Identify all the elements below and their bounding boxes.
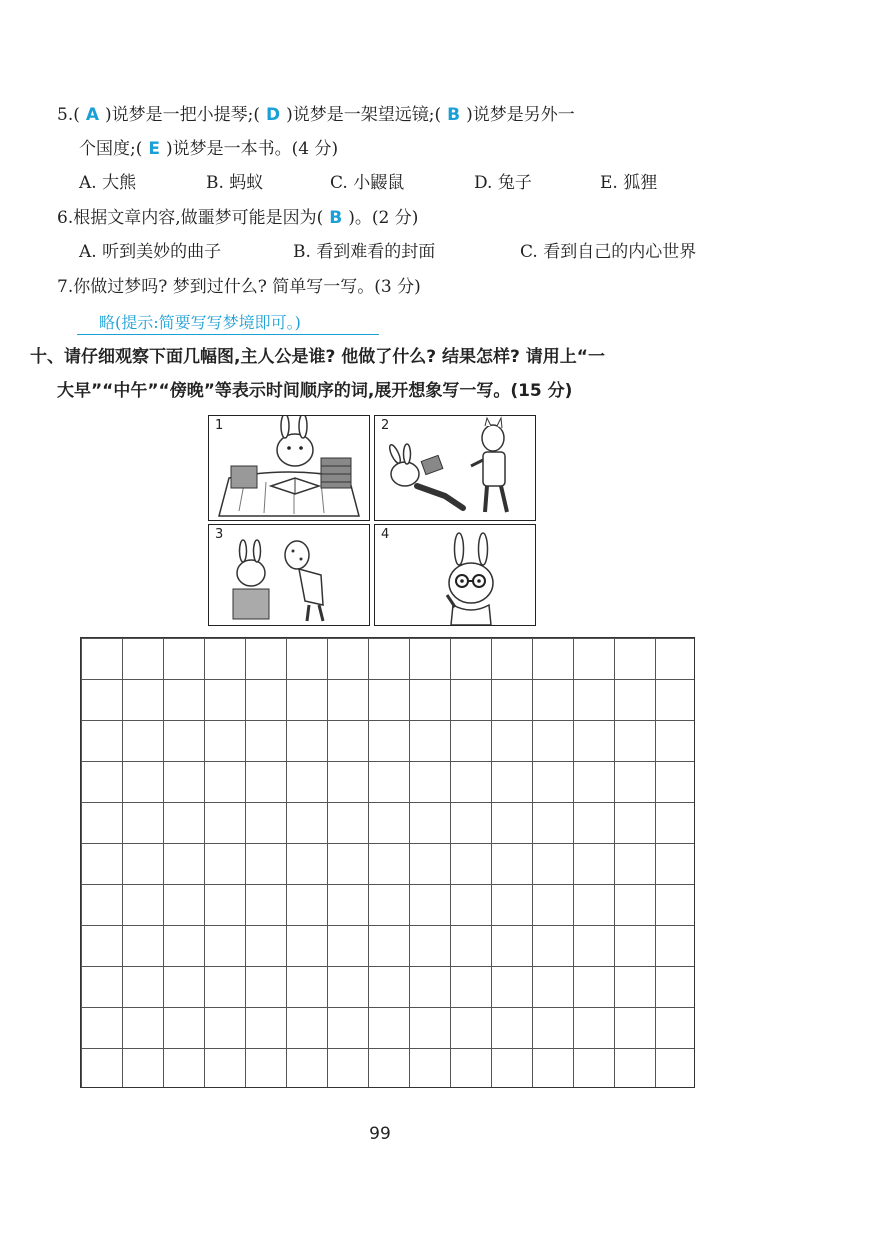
q10-line2: 大早”“中午”“傍晚”等表示时间顺序的词,展开想象写一写。(15 分)	[57, 381, 573, 401]
q7-answer: 略(提示:简要写写梦境即可。)	[77, 312, 379, 335]
rabbit-reading-illustration	[209, 416, 369, 520]
panel-number: 4	[381, 527, 390, 542]
q6-option-a: A. 听到美妙的曲子	[79, 242, 222, 262]
picture-panel-2	[374, 415, 536, 521]
q6-options	[79, 240, 696, 264]
rabbit-and-giraffe-illustration	[209, 525, 369, 625]
picture-panel-4	[374, 524, 536, 626]
q5-option-d: D. 兔子	[474, 173, 532, 193]
q10-line1: 十、请仔细观察下面几幅图,主人公是谁? 他做了什么? 结果怎样? 请用上“一	[30, 347, 605, 367]
q5-option-a: A. 大熊	[79, 173, 137, 193]
panel-number: 2	[381, 418, 390, 433]
panel-number: 1	[215, 418, 224, 433]
q6-option-c: C. 看到自己的内心世界	[520, 242, 697, 262]
picture-panel-3	[208, 524, 370, 626]
page-number: 99	[369, 1124, 391, 1144]
q6-option-b: B. 看到难看的封面	[293, 242, 436, 262]
q5-answer-1: A	[85, 105, 100, 125]
rabbit-and-fox-illustration	[375, 416, 535, 520]
writing-grid[interactable]	[80, 637, 695, 1088]
q7-question: 7.你做过梦吗? 梦到过什么? 简单写一写。(3 分)	[57, 277, 421, 297]
picture-panel-1	[208, 415, 370, 521]
rabbit-with-glasses-illustration	[375, 525, 535, 625]
q5-answer-2: D	[266, 105, 281, 125]
q5-answer-4: E	[148, 139, 160, 159]
panel-number: 3	[215, 527, 224, 542]
q5-option-c: C. 小鼹鼠	[330, 173, 405, 193]
q5-line2: 个国度;( E )说梦是一本书。(4 分)	[79, 139, 339, 159]
q5-answer-3: B	[447, 105, 461, 125]
q5-options	[79, 171, 657, 195]
q5-option-e: E. 狐狸	[600, 173, 658, 193]
q5-line1: 5.( A )说梦是一把小提琴;( D )说梦是一架望远镜;( B )说梦是另外一	[57, 105, 575, 125]
q6-answer: B	[329, 208, 343, 228]
q6-line1: 6.根据文章内容,做噩梦可能是因为( B )。(2 分)	[57, 208, 419, 228]
q5-option-b: B. 蚂蚁	[206, 173, 264, 193]
